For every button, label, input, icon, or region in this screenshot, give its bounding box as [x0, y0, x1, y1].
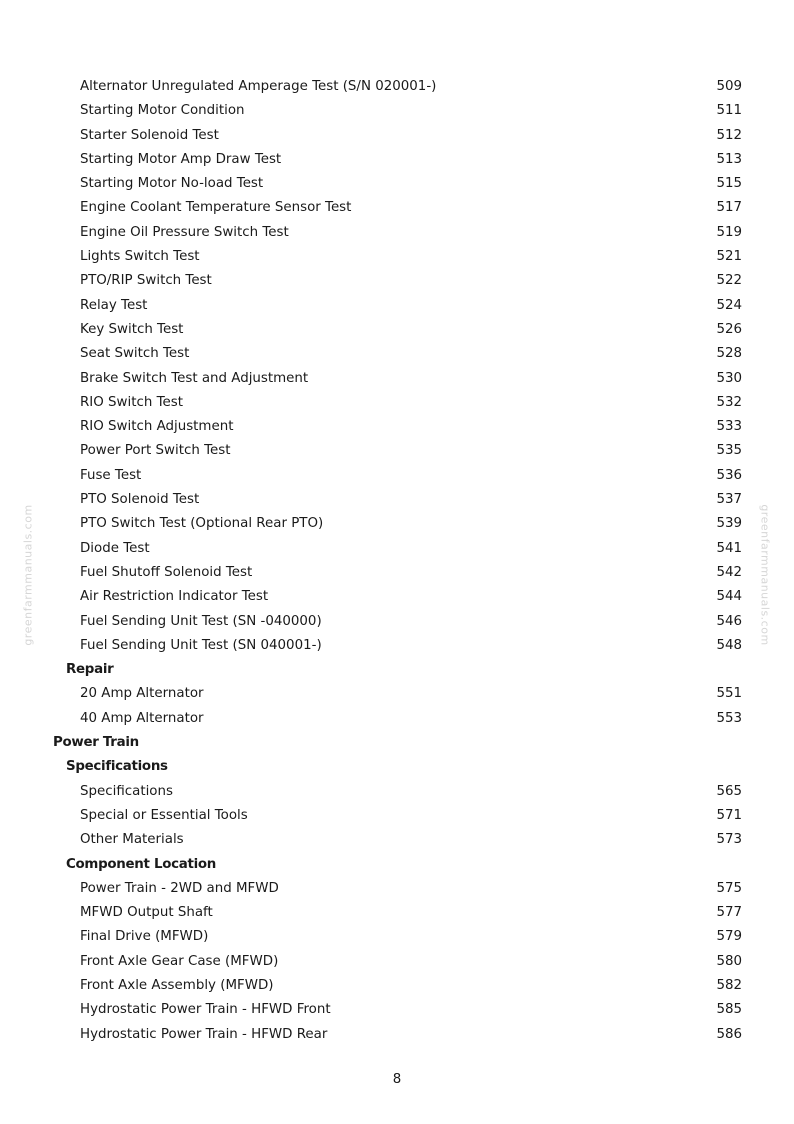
toc-entry[interactable]	[0, 561, 794, 585]
toc-entry-title: Air Restriction Indicator Test	[80, 589, 269, 605]
toc-entry[interactable]	[0, 148, 794, 172]
toc-entry[interactable]	[0, 172, 794, 196]
toc-entry[interactable]	[0, 974, 794, 998]
toc-entry[interactable]	[0, 901, 794, 925]
toc-entry[interactable]	[0, 998, 794, 1022]
toc-entry-title: Hydrostatic Power Train - HFWD Rear	[80, 1026, 328, 1042]
toc-entry-page: 521	[716, 249, 742, 265]
toc-entry-title: Fuel Sending Unit Test (SN -040000)	[80, 613, 322, 629]
toc-entry-page: 544	[716, 589, 742, 605]
toc-entry-title: Engine Coolant Temperature Sensor Test	[80, 200, 352, 216]
toc-entry-page: 565	[716, 783, 742, 799]
toc-entry[interactable]	[0, 464, 794, 488]
toc-entry-page: 571	[716, 807, 742, 823]
toc-entry-title: Starting Motor Amp Draw Test	[80, 151, 282, 167]
toc-entry-page: 511	[716, 103, 742, 119]
toc-entry[interactable]	[0, 367, 794, 391]
toc-entry-page: 537	[716, 492, 742, 508]
toc-entry-title: 20 Amp Alternator	[80, 686, 204, 702]
toc-entry-page: 524	[716, 297, 742, 313]
toc-heading[interactable]	[0, 755, 794, 779]
toc-entry[interactable]	[0, 269, 794, 293]
toc-entry-page: 517	[716, 200, 742, 216]
page-number: 8	[392, 1072, 402, 1087]
toc-entry-title: Power Train - 2WD and MFWD	[80, 880, 279, 896]
toc-heading[interactable]	[0, 658, 794, 682]
toc-entry-title: Component Location	[66, 856, 217, 872]
toc-entry-page: 542	[716, 564, 742, 580]
toc-entry-page: 535	[716, 443, 742, 459]
toc-entry-page: 530	[716, 370, 742, 386]
toc-entry-page: 536	[716, 467, 742, 483]
toc-entry[interactable]	[0, 318, 794, 342]
toc-entry-title: Starting Motor Condition	[80, 103, 245, 119]
toc-entry-page: 551	[716, 686, 742, 702]
watermark-left: greenfarmmanuals.com	[21, 504, 35, 646]
toc-entry-title: Fuel Sending Unit Test (SN 040001-)	[80, 637, 322, 653]
toc-entry[interactable]	[0, 124, 794, 148]
toc-heading[interactable]	[0, 853, 794, 877]
toc-entry-page: 575	[716, 880, 742, 896]
toc-entry-title: Specifications	[66, 759, 168, 775]
toc-entry-page: 541	[716, 540, 742, 556]
toc-entry-page: 586	[716, 1026, 742, 1042]
toc-entry-title: Front Axle Gear Case (MFWD)	[80, 953, 279, 969]
toc-entry-page: 539	[716, 516, 742, 532]
toc-entry-page: 526	[716, 321, 742, 337]
toc-entry-title: PTO Solenoid Test	[80, 492, 200, 508]
toc-entry[interactable]	[0, 804, 794, 828]
toc-entry-page: 553	[716, 710, 742, 726]
toc-entry-page: 519	[716, 224, 742, 240]
toc-entry-title: Alternator Unregulated Amperage Test (S/N 020001-)	[80, 79, 437, 94]
toc-entry-title: Relay Test	[80, 297, 148, 313]
toc-entry[interactable]	[0, 537, 794, 561]
toc-entry-title: Power Port Switch Test	[80, 443, 231, 459]
toc-entry-title: Engine Oil Pressure Switch Test	[80, 224, 289, 240]
toc-entry-title: Power Train	[53, 735, 139, 751]
toc-entry-title: Front Axle Assembly (MFWD)	[80, 977, 274, 993]
toc-entry[interactable]	[0, 439, 794, 463]
toc-entry[interactable]	[0, 877, 794, 901]
toc-entry-title: Specifications	[80, 783, 173, 799]
toc-entry-page: 522	[716, 273, 742, 289]
toc-entry-page: 585	[716, 1002, 742, 1018]
toc-entry-title: Other Materials	[80, 832, 184, 848]
toc-entry-title: Final Drive (MFWD)	[80, 929, 209, 945]
toc-entry-title: 40 Amp Alternator	[80, 710, 204, 726]
toc-entry-page: 577	[716, 905, 742, 921]
toc-entry[interactable]	[0, 294, 794, 318]
toc-entry-page: 579	[716, 929, 742, 945]
toc-entry-title: RIO Switch Adjustment	[80, 419, 234, 435]
toc-entry-title: Diode Test	[80, 540, 150, 556]
toc-entry-title: Starting Motor No-load Test	[80, 176, 264, 192]
toc-entry[interactable]	[0, 950, 794, 974]
toc-entry-page: 582	[716, 977, 742, 993]
toc-entry[interactable]	[0, 780, 794, 804]
toc-entry-title: RIO Switch Test	[80, 394, 183, 410]
toc-entry[interactable]	[0, 196, 794, 220]
toc-entry[interactable]	[0, 707, 794, 731]
toc-entry-page: 546	[716, 613, 742, 629]
toc-entry-title: Special or Essential Tools	[80, 807, 248, 823]
toc-entry-title: Fuse Test	[80, 467, 142, 483]
toc-entry[interactable]	[0, 828, 794, 852]
toc-entry[interactable]	[0, 221, 794, 245]
toc-entry[interactable]	[0, 585, 794, 609]
toc-heading[interactable]	[0, 731, 794, 755]
toc-entry-title: MFWD Output Shaft	[80, 905, 213, 921]
toc-entry[interactable]	[0, 682, 794, 706]
table-of-contents	[0, 75, 794, 1047]
toc-entry-title: Lights Switch Test	[80, 249, 200, 265]
toc-entry-page: 533	[716, 419, 742, 435]
toc-entry-page: 509	[716, 79, 742, 94]
toc-entry-title: PTO Switch Test (Optional Rear PTO)	[80, 516, 324, 532]
toc-entry[interactable]	[0, 488, 794, 512]
toc-entry-page: 513	[716, 151, 742, 167]
toc-entry-page: 515	[716, 176, 742, 192]
toc-entry[interactable]	[0, 415, 794, 439]
watermark-right: greenfarmmanuals.com	[758, 504, 772, 646]
toc-entry-page: 580	[716, 953, 742, 969]
toc-entry-title: Key Switch Test	[80, 321, 184, 337]
toc-entry-title: Starter Solenoid Test	[80, 127, 219, 143]
toc-entry[interactable]	[0, 99, 794, 123]
toc-entry[interactable]	[0, 925, 794, 949]
toc-entry-title: Fuel Shutoff Solenoid Test	[80, 564, 253, 580]
toc-entry[interactable]	[0, 610, 794, 634]
toc-entry[interactable]	[0, 75, 794, 99]
toc-entry-page: 512	[716, 127, 742, 143]
toc-entry[interactable]	[0, 245, 794, 269]
toc-entry-title: PTO/RIP Switch Test	[80, 273, 212, 289]
toc-entry[interactable]	[0, 512, 794, 536]
toc-entry[interactable]	[0, 634, 794, 658]
toc-entry-title: Hydrostatic Power Train - HFWD Front	[80, 1002, 331, 1018]
toc-entry[interactable]	[0, 1023, 794, 1047]
toc-entry-title: Seat Switch Test	[80, 346, 190, 362]
toc-entry-title: Repair	[66, 662, 114, 678]
toc-entry-title: Brake Switch Test and Adjustment	[80, 370, 309, 386]
toc-entry-page: 528	[716, 346, 742, 362]
toc-entry[interactable]	[0, 391, 794, 415]
toc-entry-page: 548	[716, 637, 742, 653]
toc-entry[interactable]	[0, 342, 794, 366]
toc-entry-page: 532	[716, 394, 742, 410]
toc-entry-page: 573	[716, 832, 742, 848]
